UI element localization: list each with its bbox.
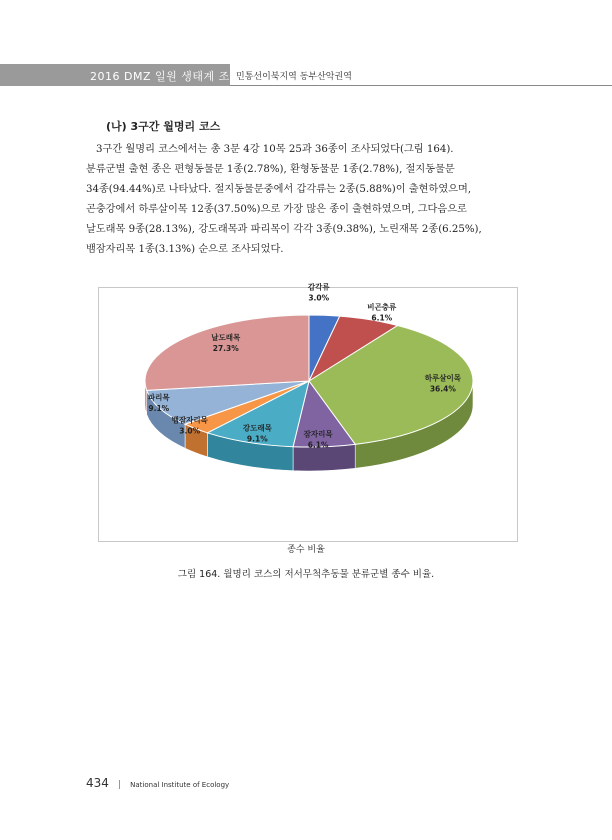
paragraph-line: 날도래목 9종(28.13%), 강도래목과 파리목이 각각 3종(9.38%), 노린재목 2종(6.25%), xyxy=(86,224,482,235)
page-footer xyxy=(86,772,229,791)
slice-label: 갑각류 xyxy=(307,282,330,292)
footer-organization: National Institute of Ecology xyxy=(130,781,230,789)
header-title: 2016 DMZ 일원 생태계 조사 xyxy=(90,70,241,83)
running-header xyxy=(0,64,612,86)
pie-chart xyxy=(99,282,517,541)
slice-label: 잠자리목 xyxy=(303,429,333,439)
slice-label: 뱀잠자리목 xyxy=(171,415,208,425)
paragraph-line: 뱀잠자리목 1종(3.13%) 순으로 조사되었다. xyxy=(86,244,284,255)
body-paragraph xyxy=(86,140,526,260)
header-band xyxy=(0,64,241,86)
slice-label: 파리목 xyxy=(147,392,170,402)
slice-value-label: 27.3% xyxy=(212,343,239,353)
slice-value-label: 9.1% xyxy=(246,434,268,444)
header-rule xyxy=(230,85,612,86)
page-number: 434 xyxy=(86,776,109,790)
slice-value-label: 3.0% xyxy=(179,426,201,436)
slice-value-label: 6.1% xyxy=(371,313,393,323)
figure-caption: 그림 164. 월명리 코스의 저서무척추동물 분류군별 종수 비율. xyxy=(177,569,435,580)
section-title: (나) 3구간 월명리 코스 xyxy=(106,120,221,133)
slice-value-label: 36.4% xyxy=(429,384,456,394)
paragraph-line: 3구간 월명리 코스에서는 총 3문 4강 10목 25과 36종이 조사되었다(그림 164). xyxy=(96,144,454,155)
paragraph-line: 분류군별 출현 종은 편형동물문 1종(2.78%), 환형동물문 1종(2.78%), 절지동물문 xyxy=(86,164,455,175)
chart-title: 종수 비율 xyxy=(287,545,325,555)
paragraph-line: 곤충강에서 하루살이목 12종(37.50%)으로 가장 많은 종이 출현하였으며, 그다음으로 xyxy=(86,204,467,215)
footer-separator: | xyxy=(118,780,122,790)
slice-label: 하루살이목 xyxy=(424,373,461,383)
slice-value-label: 9.1% xyxy=(148,403,170,413)
slice-label: 강도래목 xyxy=(242,423,272,433)
slice-value-label: 3.0% xyxy=(308,293,330,303)
slice-value-label: 6.1% xyxy=(307,440,329,450)
paragraph-line: 34종(94.44%)로 나타났다. 절지동물문중에서 갑각류는 2종(5.88%)이 출현하였으며, xyxy=(86,184,472,195)
pie-chart-frame xyxy=(98,282,518,542)
header-subtitle: 민통선이북지역 동부산악권역 xyxy=(236,72,352,82)
slice-label: 비곤충류 xyxy=(367,302,397,312)
slice-label: 날도래목 xyxy=(211,332,241,342)
